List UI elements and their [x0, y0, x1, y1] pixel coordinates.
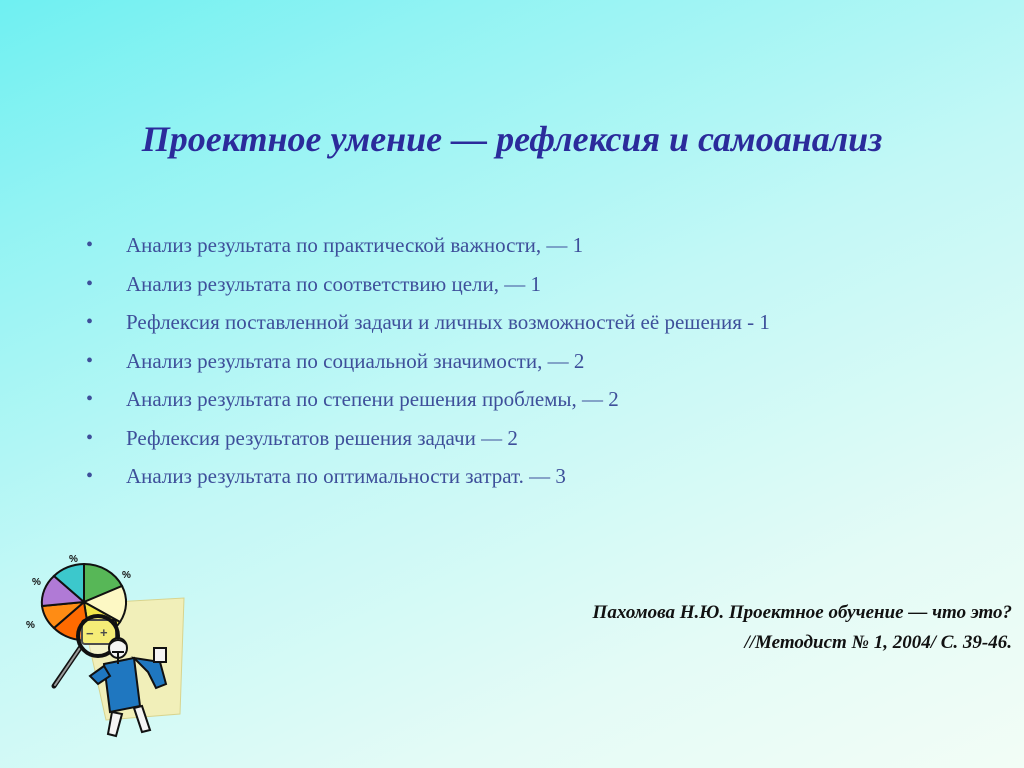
- citation: [593, 598, 1012, 658]
- slide-title: Проектное умение — рефлексия и самоанализ: [141, 119, 883, 159]
- bullet-text: Рефлексия поставленной задачи и личных возможностей её решения - 1: [126, 310, 770, 334]
- bullet-text: Анализ результата по практической важности, — 1: [126, 233, 584, 257]
- percent-sign: %: [26, 620, 35, 631]
- bullet-marker-icon: •: [86, 349, 94, 372]
- percent-sign: %: [122, 570, 131, 581]
- bullet-marker-icon: •: [86, 311, 94, 333]
- percent-sign: %: [32, 577, 41, 588]
- bullet-text: Анализ результата по социальной значимости, — 2: [126, 348, 585, 373]
- bullet-marker-icon: •: [86, 426, 94, 449]
- bullet-text: Анализ результата по оптимальности затрат. — 3: [126, 464, 566, 488]
- bullet-text: Анализ результата по соответствию цели, — 1: [126, 271, 542, 296]
- citation-line-1: Пахомова Н.Ю. Проектное обучение — что это?: [592, 602, 1012, 623]
- man-with-magnifier-and-pie-chart-icon: [22, 548, 192, 740]
- bullet-marker-icon: •: [86, 234, 94, 256]
- bullet-marker-icon: •: [86, 465, 94, 487]
- citation-line-2: //Методист № 1, 2004/ С. 39-46.: [744, 632, 1012, 653]
- bullet-marker-icon: •: [86, 272, 94, 295]
- bullet-text: Анализ результата по степени решения проблемы, — 2: [126, 387, 619, 411]
- bullet-marker-icon: •: [86, 388, 94, 410]
- bullet-text: Рефлексия результатов решения задачи — 2: [126, 425, 518, 450]
- percent-sign: %: [69, 554, 78, 565]
